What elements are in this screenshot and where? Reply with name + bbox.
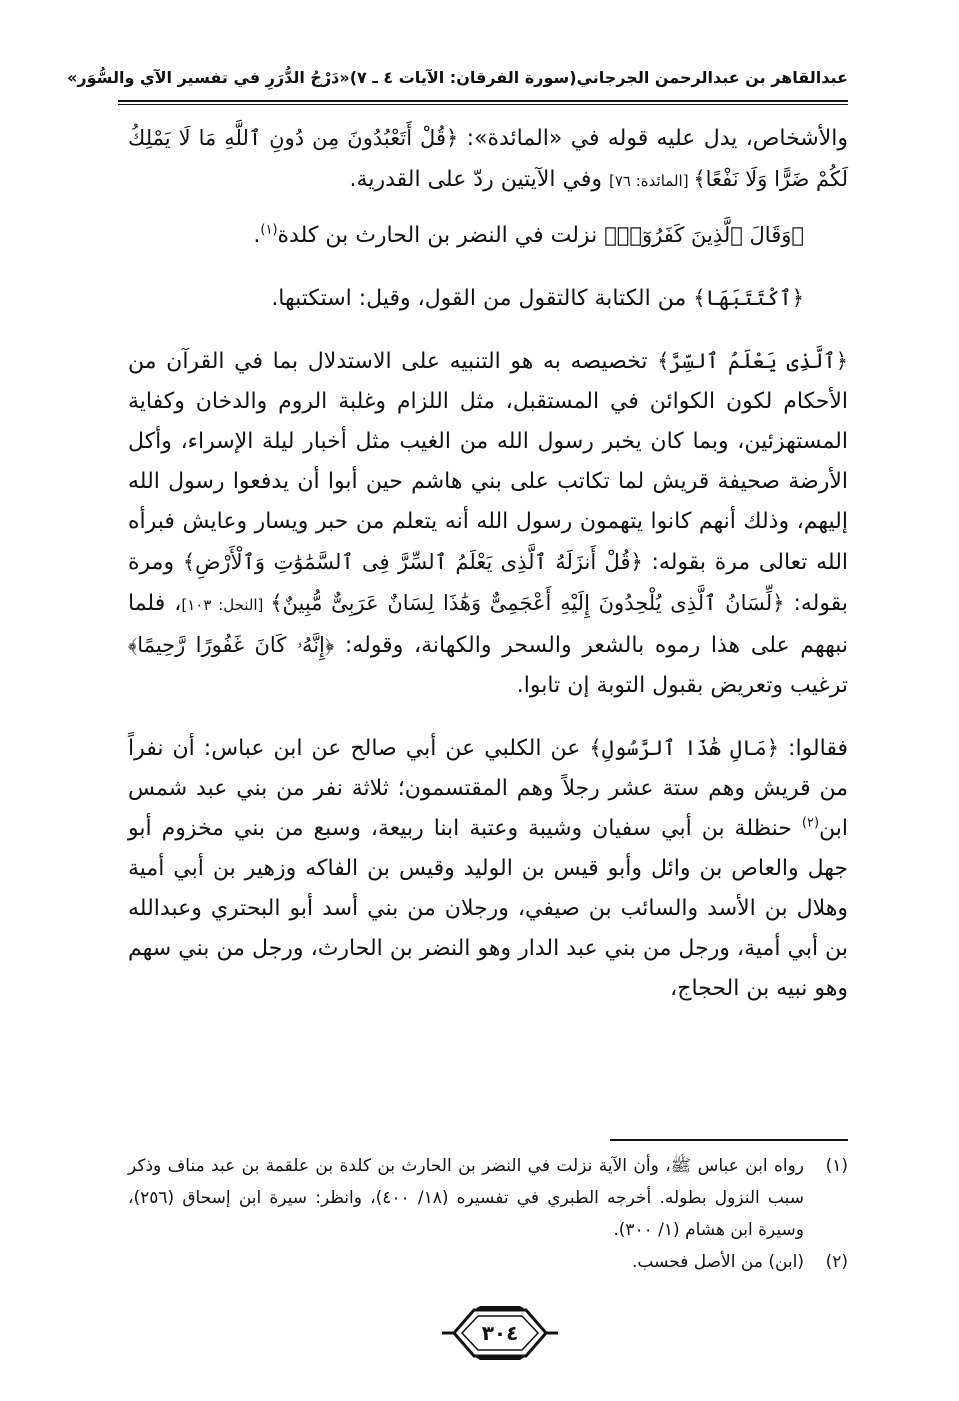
header-rule-thin (118, 104, 848, 105)
footnote-number: (٢) (825, 1252, 848, 1272)
paragraph-4: ﴿ٱلَّذِى يَعْلَمُ ٱلسِّرَّ﴾ تخصيصه به هو التنبيه على الاستدلال بما في القرآن من الأحكام لكون الكوائن في المستقبل، مثل اللزام وغلبة الروم والدخان وكفاية المستهزئين، وبما كان يخبر رسول الله من الغيب مثل أخبار ليلة الإسراء، وأكل الأرضة صحيفة قريش لما تكاتب على بني هاشم حين أبوا أن يدفعوا رسول الله إليهم، وذلك أنهم كانوا يتهمون رسول الله أنه يتعلم من حبر ويسار وعايش فبرأه الله تعالى مرة بقوله: ﴿قُلْ أَنزَلَهُ ٱلَّذِى يَعْلَمُ ٱلسِّرَّ فِى ٱلسَّمَٰوَٰتِ وَٱلْأَرْضِ﴾ ومرة بقوله: ﴿لِّسَانُ ٱلَّذِى يُلْحِدُونَ إِلَيْهِ أَعْجَمِىٌّ وَهَٰذَا لِسَانٌ عَرَبِىٌّ مُّبِينٌ﴾ [النحل: ١٠٣]، فلما نبههم على هذا رموه بالشعر والسحر والكهانة، وقوله: ﴿إِنَّهُۥ كَانَ غَفُورًا رَّحِيمًا﴾ ترغيب وتعريض بقبول التوبة إن تابوا. (128, 349, 849, 698)
quran-verse: ﴿قُلْ أَتَعْبُدُونَ مِن دُونِ ٱللَّهِ مَا لَا يَمْلِكُ لَكُمْ ضَرًّا وَلَا نَفْعًا﴾ (128, 126, 848, 191)
page-number: ٣٠٤ (481, 1321, 519, 1345)
footnote-2 (128, 1246, 848, 1278)
footnote-text: رواه ابن عباس ﷺ، وأن الآية نزلت في النضر بن الحارث بن كلدة بن علقمة بن عبد مناف وذكر سبب النزول بطوله. أخرجه الطبري في تفسيره (١٨/ ٤٠٠)، وانظر: سيرة ابن إسحاق (٢٥٦)، وسيرة ابن هشام (١/ ٣٠٠). (128, 1156, 804, 1240)
body-text (128, 118, 848, 1009)
quran-verse: ﴿قُلْ أَنزَلَهُ ٱلَّذِى يَعْلَمُ ٱلسِّرَّ فِى ٱلسَّمَٰوَٰتِ وَٱلْأَرْضِ﴾ (182, 550, 643, 574)
quran-verse: ﴿إِنَّهُۥ كَانَ غَفُورًا رَّحِيمًا﴾ (128, 633, 335, 657)
footnotes (128, 1150, 848, 1278)
header-rule (118, 100, 848, 102)
running-header (67, 62, 848, 92)
quran-verse: ﴿ٱلَّذِى يَعْلَمُ ٱلسِّرَّ﴾ (657, 349, 848, 373)
footnote-marker: (٢) (801, 815, 820, 831)
quran-verse: ﴿ٱكْتَتَبَهَا﴾ (693, 286, 804, 310)
footnote-1 (128, 1150, 848, 1246)
paragraph-5: فقالوا: ﴿مَالِ هَٰذَا ٱلرَّسُولِ﴾ عن الكلبي عن أبي صالح عن ابن عباس: أن نفراً من قريش وهم ستة عشر رجلاً وهم المقتسمون؛ ثلاثة نفر من بني عبد شمس ابن$^{(٢)}$ حنظلة بن أبي سفيان وشيبة وعتبة ابنا ربيعة، وسبع من بني مخزوم أبو جهل والعاص بن وائل وأبو قيس بن الوليد وقيس بن الفاكه وزهير بن أبي أمية وهلال بن الأسد والسائب بن صيفي، ورجلان من بني أسد أبو البحتري وعبدالله بن أبي أمية، ورجل من بني عبد الدار وهو النضر بن الحارث، ورجل من بني سهم وهو نبيه بن الحجاج، (128, 736, 848, 1001)
header-author: عبدالقاهر بن عبدالرحمن الجرجاني (576, 67, 848, 87)
page-number-ornament (440, 1306, 560, 1360)
paragraph-1: والأشخاص، يدل عليه قوله في «المائدة»: ﴿قُلْ أَتَعْبُدُونَ مِن دُونِ ٱللَّهِ مَا لَا يَمْلِكُ لَكُمْ ضَرًّا وَلَا نَفْعًا﴾ [المائدة: ٧٦] وفي الآيتين ردّ على القدرية. (128, 126, 849, 192)
verse-reference: [النحل: ١٠٣] (181, 596, 271, 614)
quran-verse: ﴿وَقَالَ ٱلَّذِينَ كَفَرُوٓا۟﴾ (604, 223, 804, 247)
footnote-number: (١) (825, 1156, 848, 1176)
paragraph-3: ﴿ٱكْتَتَبَهَا﴾ من الكتابة كالتقول من القول، وقيل: استكتبها. (271, 286, 804, 311)
verse-reference: [المائدة: ٧٦] (609, 172, 694, 190)
footnote-rule (610, 1139, 848, 1141)
footnote-marker: (١) (260, 222, 278, 238)
header-book-title: «دَرْجُ الدُّرَرِ في تفسير الآي والسُّوَر» (67, 67, 350, 87)
quran-verse: ﴿مَالِ هَٰذَا ٱلرَّسُولِ﴾ (589, 736, 780, 760)
footnote-text: (ابن) من الأصل فحسب. (631, 1252, 804, 1272)
header-section: (سورة الفرقان: الآيات ٤ ـ ٧) (349, 67, 577, 87)
quran-verse: ﴿لِّسَانُ ٱلَّذِى يُلْحِدُونَ إِلَيْهِ أَعْجَمِىٌّ وَهَٰذَا لِسَانٌ عَرَبِىٌّ مُّبِينٌ﴾ (270, 591, 785, 615)
paragraph-2: ﴿وَقَالَ ٱلَّذِينَ كَفَرُوٓا۟﴾ نزلت في النضر بن الحارث بن كلدة$^{(١)}$. (253, 222, 804, 248)
